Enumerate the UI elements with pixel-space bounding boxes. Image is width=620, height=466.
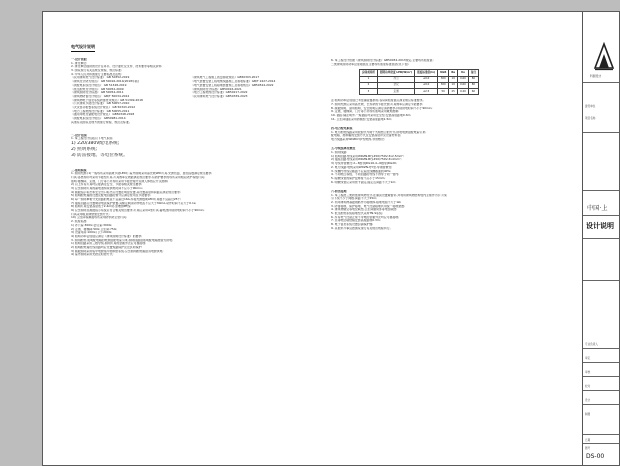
tb-label-design: 设计: [585, 399, 591, 402]
table-header-cell: 备注: [468, 70, 478, 76]
table-cell: 300: [438, 76, 449, 82]
text-line: 10) 卫生间等潮湿场所采用防水防尘型灯具;: [71, 216, 127, 220]
text-line: 9. 其他未尽事宜按国家现行有关规范规程执行。: [331, 226, 393, 230]
text-line: 二类建筑照明功率密度限值及主要场所照度标准值表(见下表):: [331, 62, 410, 66]
tb-label-review: 审核: [585, 371, 591, 374]
table-cell: 办公: [377, 76, 414, 82]
text-line: 3) 防雷接地、等电位系统。: [71, 153, 128, 159]
text-line: 2) 照明系统;: [71, 147, 98, 153]
tb-label-lead: 专业负责人: [585, 343, 598, 346]
illuminance-table: [359, 69, 479, 95]
text-line: 4) 照明功率密度值应满足《建筑照明设计标准》的要求;: [71, 234, 143, 238]
text-line: [71, 128, 321, 132]
table-header-cell: Uo: [458, 70, 469, 76]
text-line: 8. 疏散照明、备用照明、安全照明应满足消防要求,持续供电时间不小于90min;: [331, 106, 433, 110]
text-line: 1. 本工程按三类防雷建筑物设计,在屋顶设置避雷带,并利用建筑物结构柱内主筋作为引下线;: [331, 193, 448, 197]
table-cell: 19: [449, 82, 458, 88]
text-line: 4) 室外照明采用光控及时控方式;: [71, 253, 114, 257]
text-line: 1) 办公室:300lx;会议室:300lx;: [71, 223, 113, 227]
text-line: 9) 应急照明及疏散指示系统应符合相关规范要求,灯具应采用A型灯具,蓄电池持续供电时间不小于90min;: [71, 209, 205, 213]
standard-item: 《建筑物防雷设计规范》 GB/T 50034-2024: [71, 94, 130, 98]
standard-item: 《供配电系统设计规范》 GB 51348-2019: [71, 83, 127, 87]
table-cell: 走道: [377, 88, 414, 94]
section-heading: 五.导线选择及敷设: [331, 147, 356, 151]
text-line: 注:照明功率密度值已考虑镇流器损耗;各房间照度值应满足相应标准要求。: [331, 99, 426, 103]
tb-label-date: 日期: [585, 439, 591, 442]
table-cell: 50: [438, 88, 449, 94]
table-header-cell: Ra: [449, 70, 458, 76]
text-line: 4. 中华人民共和国现行主要标准及法规:: [71, 72, 122, 76]
section-heading: 二.设计范围: [71, 133, 87, 137]
table-header-cell: 照明功率密度 LPD(W/m²): [377, 70, 414, 76]
tb-label-project: 项目名称: [585, 117, 596, 120]
standard-item: [191, 117, 321, 121]
standard-item: 《建筑照明设计标准》GB50016-2021: [191, 87, 242, 91]
text-line: 2) 走道、楼梯间:50lx;卫生间:75lx;: [71, 227, 118, 231]
text-line: 5. 暗敷线管的保护层厚度不应小于15mm;: [331, 176, 386, 180]
company-logo-icon: [593, 42, 615, 72]
right-section-1: [331, 59, 593, 66]
text-line: 6) 每一照明单相分支回路的电流不宜超过16A,所接光源数或LED灯具数不宜超过25个;: [71, 198, 182, 201]
standard-item: 《民用建筑电气设计标准》 GB 50352-2019: [71, 76, 130, 80]
text-line: 1) 照明回路采用三根导线,照明灯具的金属外壳应可靠接地;: [71, 242, 147, 246]
tb-divider: [583, 390, 620, 391]
text-line: 3) 导线穿管敷设:2~3根穿JDG16,4~6根穿JDG20;: [331, 162, 397, 166]
tb-label-check: 校对: [585, 385, 591, 388]
text-line: 3) 疏散照明采用集中电源集中控制型系统,应急照明配电箱由双电源供电;: [71, 249, 164, 253]
table-cell: 19: [449, 76, 458, 82]
text-line: [331, 142, 593, 146]
text-line: 1. 电力配电线路采用放射式与树干式相结合的方式,供电电源由配电室引来;: [331, 130, 427, 134]
text-line: 6. 本工程设计依据《建筑照明设计标准》GB50034-2013规定,主要场所照度值:: [331, 59, 434, 62]
text-line: 1) 照明回路导线采用WDZN-BYJ-450/750V-3x2.5mm²;: [331, 154, 405, 158]
drawing-title: 设计说明: [586, 222, 614, 230]
table-cell: 25: [449, 88, 458, 94]
table-cell: 1: [360, 76, 378, 82]
tb-divider: [583, 376, 620, 377]
standard-item: 《民用建筑电气设计标准》GB50339-2023: [191, 94, 248, 98]
tb-divider: [583, 443, 620, 444]
standard-item: 《电气装置安装工程电缆线路施工及验收标准》GB/T 2427-2014: [191, 80, 276, 84]
standard-item: 《电力工程电缆设计标准》GB50217-2022: [191, 91, 248, 95]
text-line: 1. 照明线路:: [331, 151, 348, 155]
text-line: [71, 163, 321, 167]
text-line: 7. 照明光源应采用高光效、长寿命的节能光源,灯具效率应满足节能要求;: [331, 102, 424, 106]
text-line: 1. 本工程设计包括以下电气系统:: [71, 137, 114, 141]
table-cell: 3: [360, 88, 378, 94]
text-line: 3) 应急照明灯具的蓄电池持续供电时间不应小于90min;: [71, 186, 143, 190]
tb-divider: [583, 280, 620, 281]
standard-item: 《供配电系统设计规范》 GB50981-2014: [71, 117, 126, 120]
text-line: 8. 电子信息系统设置浪涌保护器;: [331, 223, 374, 227]
text-line: 2) 照明配电箱出线回路均应设置短路保护及过负荷保护;: [71, 245, 143, 249]
tb-divider: [583, 434, 620, 435]
table-cell: 80: [468, 82, 478, 88]
tb-divider: [583, 82, 620, 83]
text-line: [331, 184, 593, 188]
table-cell: ≤9.0: [415, 82, 438, 88]
tb-label-number: 图号: [585, 447, 591, 450]
table-cell: 0.60: [458, 82, 469, 88]
table-cell: ≤9.0: [415, 76, 438, 82]
company-name: 科园设计: [590, 74, 602, 78]
table-header-cell: UGR: [438, 70, 449, 76]
section-heading: 一.设计依据: [71, 58, 87, 61]
text-line: 11. 卫生间插座采用防溅型,安装高度距地1.5m;: [331, 117, 393, 121]
text-line: 1) 220/380V配电系统;: [71, 141, 120, 147]
text-line: 2. 电力线路:电缆采用WDZN-YJY型,穿钢管敷设;: [331, 165, 393, 169]
drawing-sheet: [42, 11, 620, 466]
text-line: 2) 以上所有灯具均应能满足安全、节能等相关规范要求;: [71, 183, 143, 187]
left-section-1: [71, 58, 321, 76]
text-line: 6. 明敷线管应采用管卡固定,固定点间距不大于1m;: [331, 180, 397, 184]
table-header-cell: 照度标准值(lx): [415, 70, 438, 76]
text-line: 配电箱、控制箱的安装方式及安装高度详见设备材料表;: [331, 134, 402, 138]
standard-item: 《建筑照明设计标准》 GB 50054-2011: [71, 91, 124, 95]
standard-item: 《建筑物电子信息系统防雷技术规范》GB 51309-2018: [71, 98, 143, 102]
tb-label-approve: 审定: [585, 357, 591, 360]
standard-item: 《建筑电气工程施工质量验收规范》GB50303-2017: [191, 76, 260, 80]
text-line: 2) 插座回路导线采用WDZN-BYJ-450/750V-3x4mm²;: [331, 158, 402, 162]
standards-list: [71, 76, 321, 120]
section-heading: 三.照明系统: [71, 168, 87, 172]
text-line: 引下线不少于两根,间距不大于25m;: [331, 197, 377, 201]
text-line: 3. 防雷接地、保护接地、电气设备接地共用统一接地装置;: [331, 204, 406, 208]
drawing-number: DS-00: [586, 453, 605, 460]
text-line: 4. 不同电压等级、不同回路的导线不得穿于同一管内;: [331, 173, 400, 177]
standard-item: 《公共建筑节能设计标准》 GB 50057-2010: [71, 102, 130, 106]
text-line: 7. 总等电位联结箱安装高度距地0.3m;: [331, 219, 381, 223]
tb-divider: [583, 215, 620, 216]
text-line: 灯具:各类场所均采用节能型灯具,灯具效率及效能满足规范要求,有防护要求的场所采用相应防护等级灯具;: [71, 175, 205, 179]
text-line: 3. 线槽内导线总截面不应超过线槽截面的40%;: [331, 169, 392, 173]
standard-item: 《电力工程电缆设计标准》 GB 50055-2011: [71, 109, 130, 113]
text-line: 7) 插座回路应设置剩余电流保护装置,其额定剩余动作电流不应大于30mA,动作时间不应大于0.1s;: [71, 201, 197, 205]
text-line: 2. 利用建筑物基础钢筋作为接地体,接地电阻不大于1Ω;: [331, 201, 402, 204]
section-heading: 四.电力配电系统: [331, 126, 353, 130]
text-line: 照明:楼梯间、走道、门厅等公共场所采用节能自熄开关或人体感应开关控制;: [71, 179, 169, 183]
text-line: 6. 所有电气设备正常不带电的金属外壳均应可靠接地;: [331, 215, 400, 219]
text-line: 1. 建设单位:: [71, 61, 88, 65]
text-line: 3. 照明配电:照明配电箱的电源由配电室引来,照明回路由照明配电箱放射式供电;: [71, 238, 173, 242]
text-line: 2. 建设单位提供的设计任务书、设计委托及文件、技术要求等相关资料;: [71, 65, 163, 69]
text-line: 电力线路采用WDZN-YJY型电缆,穿管敷设;: [331, 138, 385, 141]
text-line: 其他有关国家及地方的现行规程、规范及标准。: [71, 120, 132, 124]
text-line: 4. 建筑物做总等电位联结,卫生间做局部等电位联结;: [331, 208, 398, 212]
tb-label-draw: 制图: [585, 413, 591, 416]
standard-item: 《电气装置安装工程接地装置施工及验收规范》GB50524-2022: [191, 83, 274, 87]
title-block: [582, 12, 619, 465]
table-cell: 0.40: [458, 88, 469, 94]
table-header-cell: 房间或场所: [360, 70, 378, 76]
text-line: 灯具采用吸顶或壁装安装方式;: [71, 212, 110, 216]
table-cell: 80: [468, 76, 478, 82]
tb-label-client: 建设单位: [585, 105, 596, 108]
table-cell: 300: [438, 82, 449, 88]
tb-divider: [583, 362, 620, 363]
left-column: [71, 56, 321, 257]
tb-divider: [583, 132, 620, 133]
tb-divider: [583, 404, 620, 405]
standard-item: 《建筑设计防火规范》 GB 50016-2014(2018年版): [71, 80, 139, 84]
table-row: [360, 88, 479, 94]
text-line: 3. 国家现行有关法规及规程、规范标准;: [71, 69, 122, 73]
right-section-2: [331, 99, 596, 230]
standard-item: 《火灾自动报警系统设计规范》 GB 50343-2012: [71, 105, 136, 109]
text-line: [331, 121, 593, 125]
project-name: 中国·上: [587, 205, 608, 212]
text-line: 1. 照明光源:(1)一般场所采用高效节能LED灯,室外照明采用高光效LED灯具,光源色温、显色指数满足规范要求;: [71, 172, 213, 176]
text-line: 8) 照明灯具安装高度低于2.4m时,需增加PE线;: [71, 205, 132, 209]
tb-divider: [583, 190, 620, 191]
text-line: 9. 走道、楼梯间、门厅等公共场所照明采用就地控制;: [331, 110, 400, 114]
tb-divider: [583, 348, 620, 349]
text-line: 10. 插座:除注明外,一般插座均采用安全型,安装高度距地0.3m;: [331, 113, 412, 117]
table-cell: 60: [468, 88, 478, 94]
table-cell: 0.60: [458, 76, 469, 82]
standard-item: 《低压配电设计规范》 GB 50052-2009: [71, 87, 124, 91]
document-title: 电气设计说明: [71, 44, 95, 52]
text-line: 2. 照度标准:: [71, 220, 88, 224]
section-heading: 六.防雷接地: [331, 189, 347, 193]
table-cell: 会议: [377, 82, 414, 88]
text-line: 3) 设备用房:100lx;门厅:200lx;: [71, 231, 113, 235]
left-section-2: [71, 121, 321, 257]
table-cell: 2: [360, 82, 378, 88]
text-line: 5. 低压配电系统接地型式采用TN-S系统;: [331, 212, 383, 216]
table-cell: ≤2.5: [415, 88, 438, 94]
text-line: 4) 疏散指示标志和安全出口标志应设置在明显位置,其设置高度和间距应满足规范要求;: [71, 190, 181, 194]
text-line: 5) 照明配电箱的设置及配电回路的划分应满足使用及节能要求;: [71, 194, 152, 198]
tb-divider: [583, 238, 620, 239]
standard-item: 《通用用电设备配电设计规范》 GB50348-2018: [71, 113, 135, 117]
